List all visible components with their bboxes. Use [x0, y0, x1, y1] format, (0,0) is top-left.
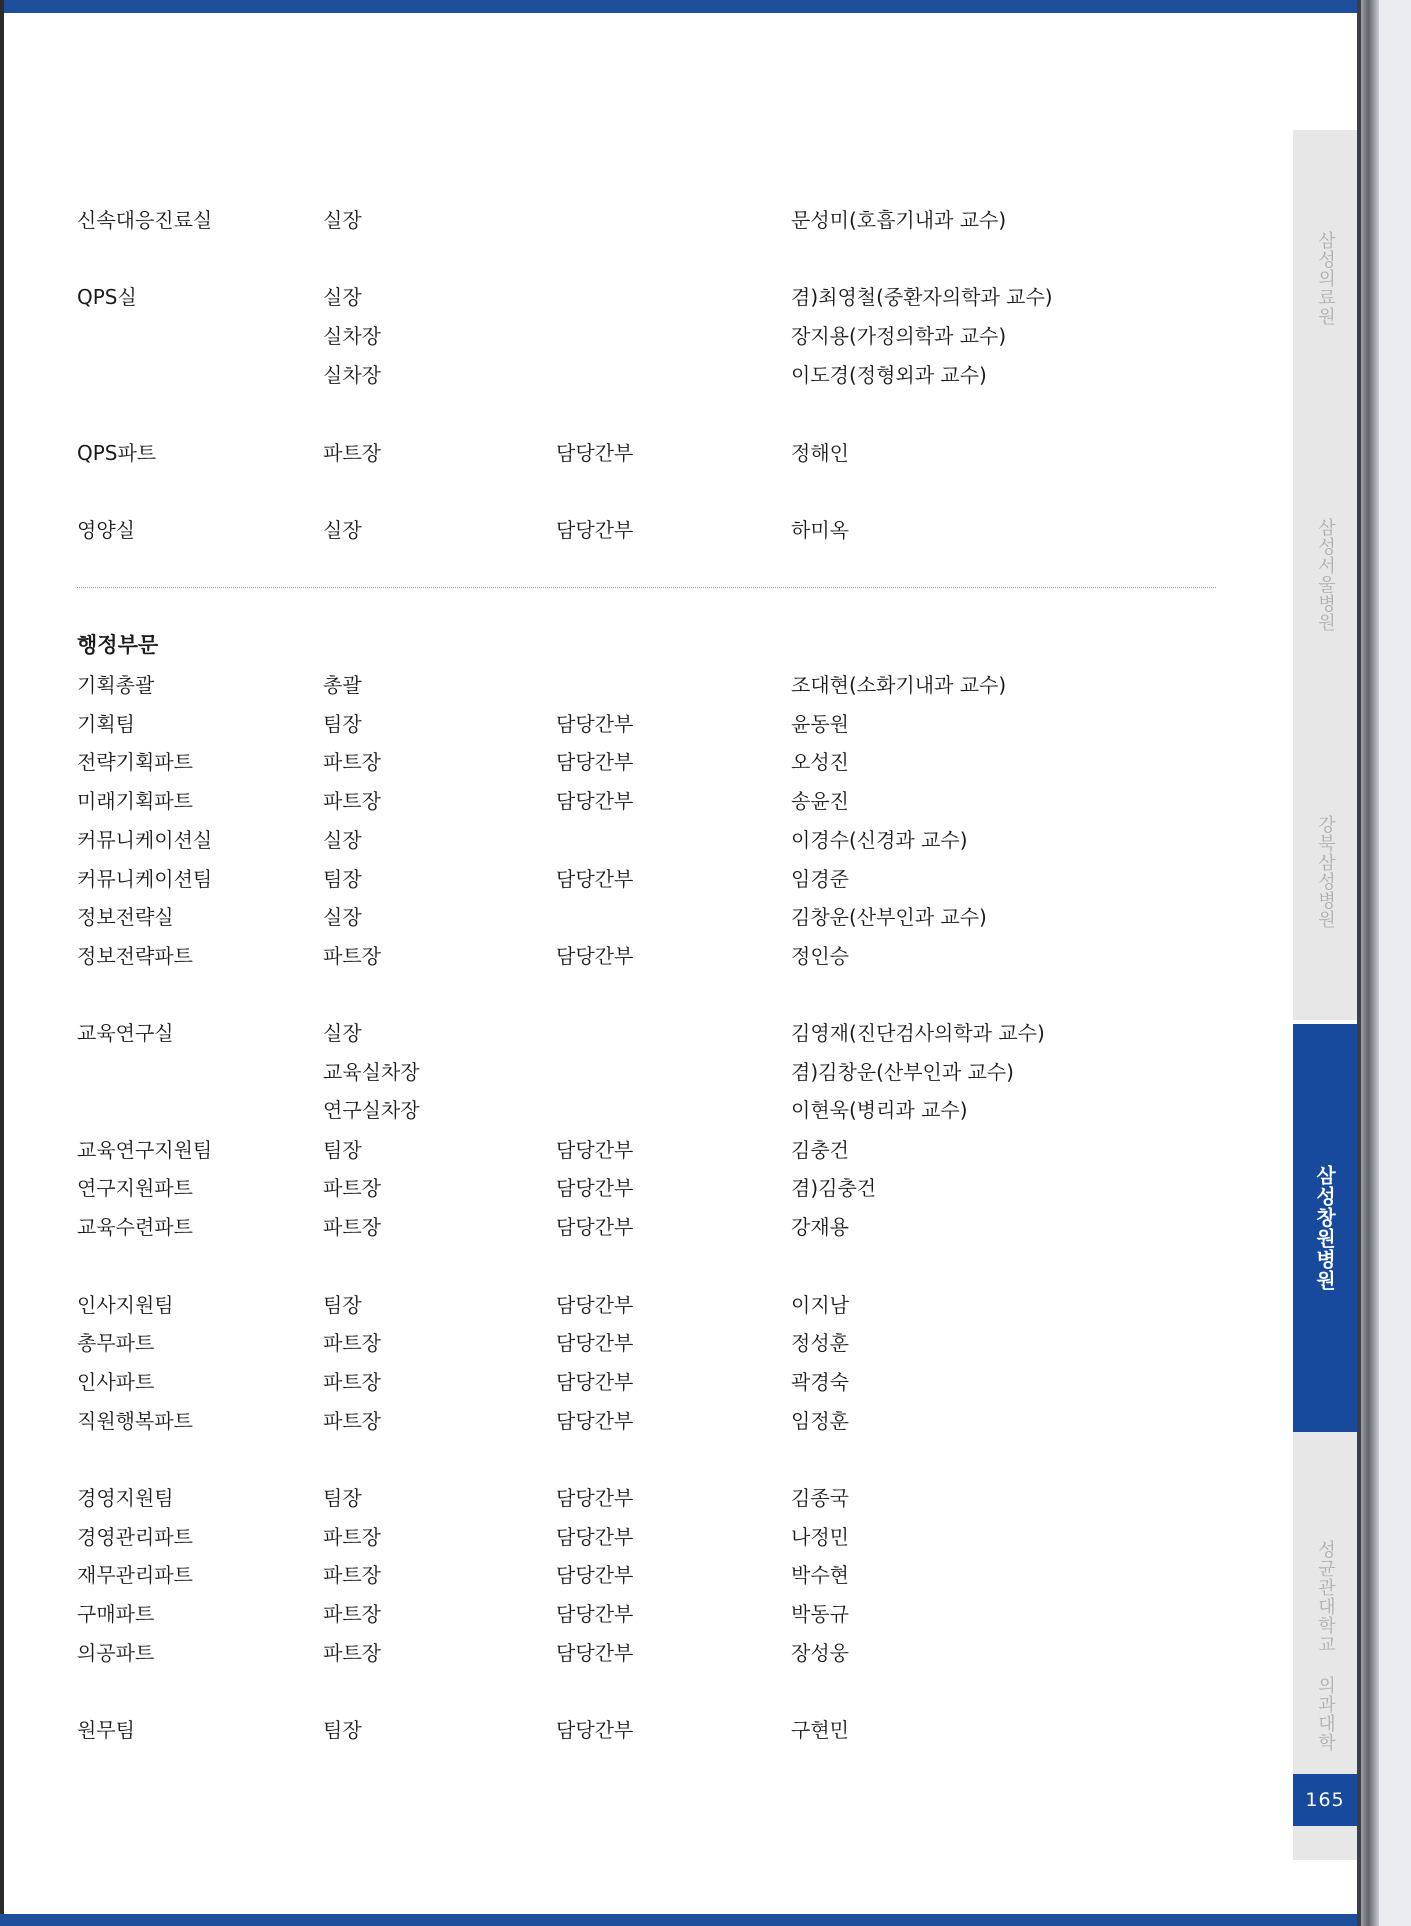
name-cell: 김창운(산부인과 교수): [791, 905, 987, 929]
title-cell: 파트장: [323, 1409, 381, 1433]
manager-cell: 담당간부: [556, 944, 634, 968]
name-cell: 이경수(신경과 교수): [791, 828, 968, 852]
dept-cell: 기획팀: [77, 712, 135, 736]
title-cell: 파트장: [323, 1215, 381, 1239]
dept-cell: 연구지원파트: [77, 1176, 193, 1200]
name-cell: 임경준: [791, 867, 849, 891]
title-cell: 파트장: [323, 1525, 381, 1549]
title-cell: 팀장: [323, 1293, 362, 1317]
title-cell: 실차장: [323, 324, 381, 348]
dept-cell: 정보전략실: [77, 905, 174, 929]
name-cell: 겸)김창운(산부인과 교수): [791, 1060, 1014, 1084]
manager-cell: 담당간부: [556, 789, 634, 813]
title-cell: 파트장: [323, 789, 381, 813]
name-cell: 곽경숙: [791, 1370, 849, 1394]
title-cell: 파트장: [323, 750, 381, 774]
name-cell: 김영재(진단검사의학과 교수): [791, 1021, 1045, 1045]
manager-cell: 담당간부: [556, 712, 634, 736]
left-edge: [0, 0, 4, 1926]
name-cell: 송윤진: [791, 789, 849, 813]
manager-cell: 담당간부: [556, 1641, 634, 1665]
tab-samsung-changwon-hospital[interactable]: [1293, 1024, 1357, 1432]
manager-cell: 담당간부: [556, 1215, 634, 1239]
tab-label: 강북삼성병원: [1315, 815, 1336, 929]
title-cell: 파트장: [323, 1563, 381, 1587]
title-cell: 실장: [323, 905, 362, 929]
page-number: 165: [1293, 1774, 1357, 1826]
manager-cell: 담당간부: [556, 867, 634, 891]
name-cell: 정성훈: [791, 1331, 849, 1355]
manager-cell: 담당간부: [556, 1486, 634, 1510]
section-divider: [77, 587, 1216, 588]
title-cell: 파트장: [323, 944, 381, 968]
title-cell: 연구실차장: [323, 1098, 420, 1122]
manager-cell: 담당간부: [556, 1718, 634, 1742]
bottom-border: [0, 1914, 1361, 1926]
tab-label: 삼성창원병원: [1312, 1165, 1337, 1291]
title-cell: 팀장: [323, 1138, 362, 1162]
dept-cell: 영양실: [77, 518, 135, 542]
name-cell: 정해인: [791, 441, 849, 465]
name-cell: 나정민: [791, 1525, 849, 1549]
manager-cell: 담당간부: [556, 1370, 634, 1394]
title-cell: 파트장: [323, 1331, 381, 1355]
dept-cell: 재무관리파트: [77, 1563, 193, 1587]
name-cell: 강재용: [791, 1215, 849, 1239]
dept-cell: 교육연구실: [77, 1021, 174, 1045]
dept-cell: 직원행복파트: [77, 1409, 193, 1433]
manager-cell: 담당간부: [556, 1293, 634, 1317]
manager-cell: 담당간부: [556, 1176, 634, 1200]
title-cell: 팀장: [323, 712, 362, 736]
title-cell: 실장: [323, 285, 362, 309]
tab-samsung-medical-center[interactable]: [1293, 130, 1357, 430]
title-cell: 파트장: [323, 1602, 381, 1626]
name-cell: 이지남: [791, 1293, 849, 1317]
dept-cell: QPS파트: [77, 441, 157, 465]
dept-cell: QPS실: [77, 285, 137, 309]
manager-cell: 담당간부: [556, 1563, 634, 1587]
dept-cell: 의공파트: [77, 1641, 155, 1665]
title-cell: 실장: [323, 518, 362, 542]
name-cell: 김종국: [791, 1486, 849, 1510]
name-cell: 겸)최영철(중환자의학과 교수): [791, 285, 1053, 309]
dept-cell: 교육연구지원팀: [77, 1138, 213, 1162]
manager-cell: 담당간부: [556, 750, 634, 774]
name-cell: 오성진: [791, 750, 849, 774]
title-cell: 총괄: [323, 673, 362, 697]
title-cell: 실차장: [323, 363, 381, 387]
name-cell: 정인승: [791, 944, 849, 968]
manager-cell: 담당간부: [556, 518, 634, 542]
dept-cell: 총무파트: [77, 1331, 155, 1355]
dept-cell: 커뮤니케이션팀: [77, 867, 213, 891]
manager-cell: 담당간부: [556, 1331, 634, 1355]
title-cell: 실장: [323, 1021, 362, 1045]
manager-cell: 담당간부: [556, 1602, 634, 1626]
dept-cell: 경영관리파트: [77, 1525, 193, 1549]
section-title: 행정부문: [77, 633, 159, 657]
name-cell: 장지용(가정의학과 교수): [791, 324, 1007, 348]
dept-cell: 미래기획파트: [77, 789, 193, 813]
name-cell: 박동규: [791, 1602, 849, 1626]
name-cell: 겸)김충건: [791, 1176, 877, 1200]
page-spine-shadow: [1361, 0, 1379, 1926]
title-cell: 실장: [323, 828, 362, 852]
dept-cell: 인사지원팀: [77, 1293, 174, 1317]
title-cell: 파트장: [323, 1370, 381, 1394]
manager-cell: 담당간부: [556, 1409, 634, 1433]
dept-cell: 교육수련파트: [77, 1215, 193, 1239]
name-cell: 조대현(소화기내과 교수): [791, 673, 1007, 697]
title-cell: 파트장: [323, 1176, 381, 1200]
dept-cell: 신속대응진료실: [77, 208, 213, 232]
tab-label: 삼성서울병원: [1315, 518, 1336, 632]
manager-cell: 담당간부: [556, 1138, 634, 1162]
dept-cell: 원무팀: [77, 1718, 135, 1742]
tab-samsung-seoul-hospital[interactable]: [1293, 426, 1357, 728]
title-cell: 교육실차장: [323, 1060, 420, 1084]
title-cell: 파트장: [323, 441, 381, 465]
name-cell: 박수현: [791, 1563, 849, 1587]
dept-cell: 전략기획파트: [77, 750, 193, 774]
top-border: [0, 0, 1361, 13]
dept-cell: 커뮤니케이션실: [77, 828, 213, 852]
tab-label: 성균관대학교 의과대학: [1315, 1540, 1336, 1752]
tab-label: 삼성의료원: [1315, 230, 1336, 326]
manager-cell: 담당간부: [556, 1525, 634, 1549]
name-cell: 김충건: [791, 1138, 849, 1162]
title-cell: 실장: [323, 208, 362, 232]
title-cell: 팀장: [323, 867, 362, 891]
name-cell: 임정훈: [791, 1409, 849, 1433]
name-cell: 이도경(정형외과 교수): [791, 363, 987, 387]
title-cell: 파트장: [323, 1641, 381, 1665]
name-cell: 장성웅: [791, 1641, 849, 1665]
dept-cell: 경영지원팀: [77, 1486, 174, 1510]
manager-cell: 담당간부: [556, 441, 634, 465]
title-cell: 팀장: [323, 1486, 362, 1510]
name-cell: 문성미(호흡기내과 교수): [791, 208, 1007, 232]
name-cell: 구현민: [791, 1718, 849, 1742]
tab-kangbuk-samsung-hospital[interactable]: [1293, 724, 1357, 1024]
dept-cell: 정보전략파트: [77, 944, 193, 968]
dept-cell: 구매파트: [77, 1602, 155, 1626]
dept-cell: 인사파트: [77, 1370, 155, 1394]
dept-cell: 기획총괄: [77, 673, 155, 697]
name-cell: 윤동원: [791, 712, 849, 736]
name-cell: 하미옥: [791, 518, 849, 542]
name-cell: 이현욱(병리과 교수): [791, 1098, 968, 1122]
title-cell: 팀장: [323, 1718, 362, 1742]
